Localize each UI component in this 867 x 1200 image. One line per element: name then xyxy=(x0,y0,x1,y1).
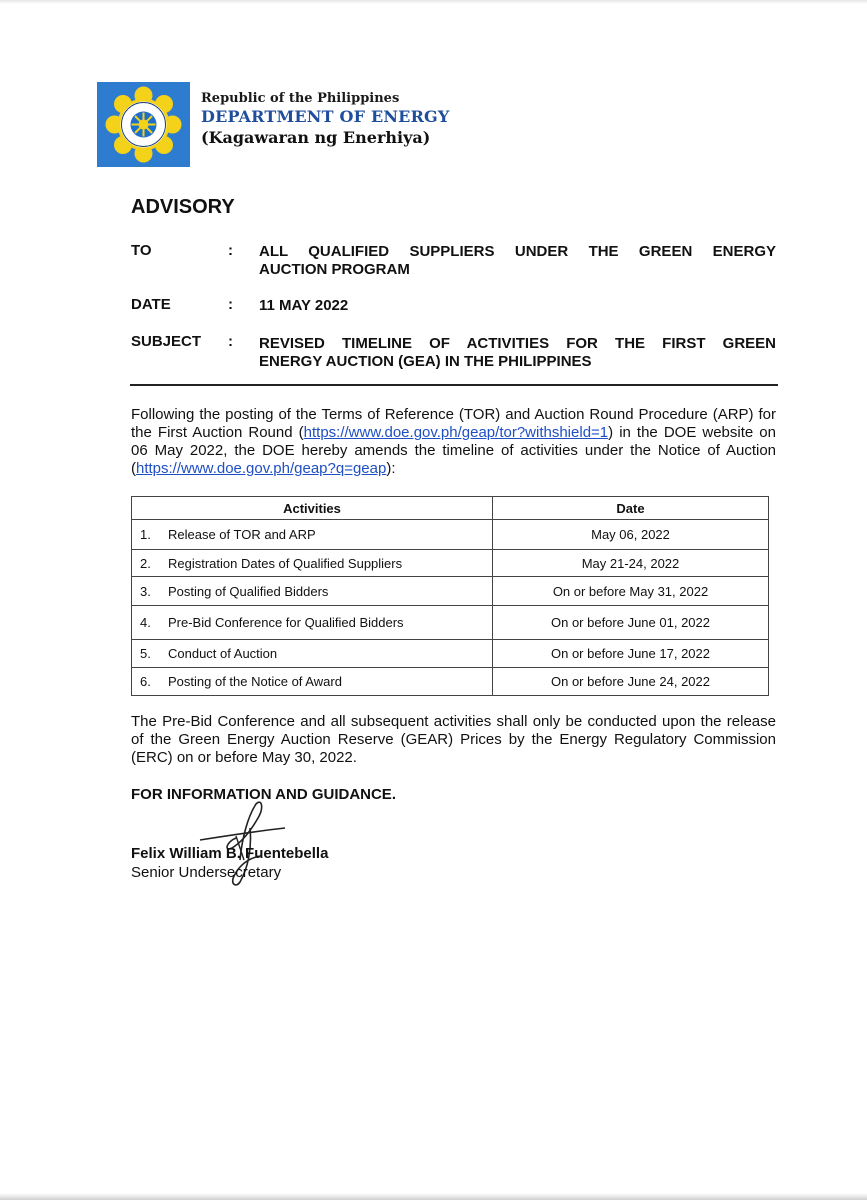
date-cell: On or before June 24, 2022 xyxy=(493,668,769,696)
signatory-title: Senior Undersecretary xyxy=(131,864,282,881)
tor-link[interactable]: https://www.doe.gov.ph/geap/tor?withshield=1 xyxy=(303,424,609,441)
intro-text-2: ) in the DOE website on 06 May 2022, the DOE hereby amends the timeline of activities under the Notice of Auction ( xyxy=(131,424,776,477)
table-row xyxy=(132,577,769,606)
date-value: 11 MAY 2022 xyxy=(259,297,349,314)
activity-cell xyxy=(132,668,493,696)
timeline-table xyxy=(131,496,769,696)
row-number: 3. xyxy=(140,583,151,599)
scan-edge-bottom xyxy=(0,1193,867,1200)
subject-value-line2: ENERGY AUCTION (GEA) IN THE PHILIPPINES xyxy=(259,353,592,370)
letterhead-department: DEPARTMENT OF ENERGY xyxy=(201,107,450,126)
subject-colon: : xyxy=(228,333,233,350)
activity-cell xyxy=(132,606,493,640)
table-row xyxy=(132,550,769,577)
column-header-date: Date xyxy=(493,497,769,520)
subject-value-line1: REVISED TIMELINE OF ACTIVITIES FOR THE FIRST GREEN xyxy=(259,335,776,352)
to-label: TO xyxy=(131,242,152,259)
date-label: DATE xyxy=(131,296,171,313)
date-colon: : xyxy=(228,296,233,313)
scan-edge-top xyxy=(0,0,867,4)
activity-text: Registration Dates of Qualified Suppliers xyxy=(168,555,403,571)
to-value-line2: AUCTION PROGRAM xyxy=(259,261,410,278)
date-cell: On or before May 31, 2022 xyxy=(493,577,769,606)
activity-cell xyxy=(132,640,493,668)
date-cell: May 06, 2022 xyxy=(493,520,769,550)
to-colon: : xyxy=(228,242,233,259)
geap-link[interactable]: https://www.doe.gov.ph/geap?q=geap xyxy=(136,460,387,477)
letterhead-republic: Republic of the Philippines xyxy=(201,91,400,106)
activity-cell xyxy=(132,550,493,577)
subject-value xyxy=(259,335,776,371)
intro-paragraph xyxy=(131,406,776,478)
table-row xyxy=(132,606,769,640)
row-number: 5. xyxy=(140,646,151,661)
note-paragraph: The Pre-Bid Conference and all subsequent activities shall only be conducted upon the release of the Green Energy Auction Reserve (GEAR) Prices by the Energy Regulatory Commission (ERC) on or before May 30, 2022. xyxy=(131,713,776,766)
column-header-activities: Activities xyxy=(132,497,493,520)
document-title: ADVISORY xyxy=(131,196,235,218)
signatory-name: Felix William B. Fuentebella xyxy=(131,845,329,862)
date-cell: May 21-24, 2022 xyxy=(493,550,769,577)
date-cell: On or before June 17, 2022 xyxy=(493,640,769,668)
closing-line: FOR INFORMATION AND GUIDANCE. xyxy=(131,786,396,803)
subject-label: SUBJECT xyxy=(131,333,202,350)
to-value-line1: ALL QUALIFIED SUPPLIERS UNDER THE GREEN ENERGY xyxy=(259,243,776,260)
to-value xyxy=(259,243,776,279)
table-row xyxy=(132,668,769,696)
row-number: 1. xyxy=(140,527,151,542)
intro-text-3: ): xyxy=(386,460,396,477)
doe-seal-logo xyxy=(97,82,190,167)
activity-text: Release of TOR and ARP xyxy=(168,527,316,542)
activity-text: Posting of the Notice of Award xyxy=(168,674,342,689)
intro-text-1: Following the posting of the Terms of Reference (TOR) and Auction Round Procedure (ARP) for the First Auction Round ( xyxy=(131,406,776,441)
header-divider xyxy=(130,384,778,386)
table-row xyxy=(132,520,769,550)
date-cell: On or before June 01, 2022 xyxy=(493,606,769,640)
activity-text: Pre-Bid Conference for Qualified Bidders xyxy=(168,615,404,630)
table-row xyxy=(132,640,769,668)
activity-cell xyxy=(132,577,493,606)
table-header-row xyxy=(132,497,769,520)
row-number: 2. xyxy=(140,555,151,571)
activity-text: Conduct of Auction xyxy=(168,646,278,661)
activity-cell xyxy=(132,520,493,550)
activity-text: Posting of Qualified Bidders xyxy=(168,583,329,599)
row-number: 6. xyxy=(140,674,151,689)
letterhead xyxy=(201,90,450,149)
letterhead-kagawaran: (Kagawaran ng Enerhiya) xyxy=(201,128,431,147)
row-number: 4. xyxy=(140,615,151,630)
